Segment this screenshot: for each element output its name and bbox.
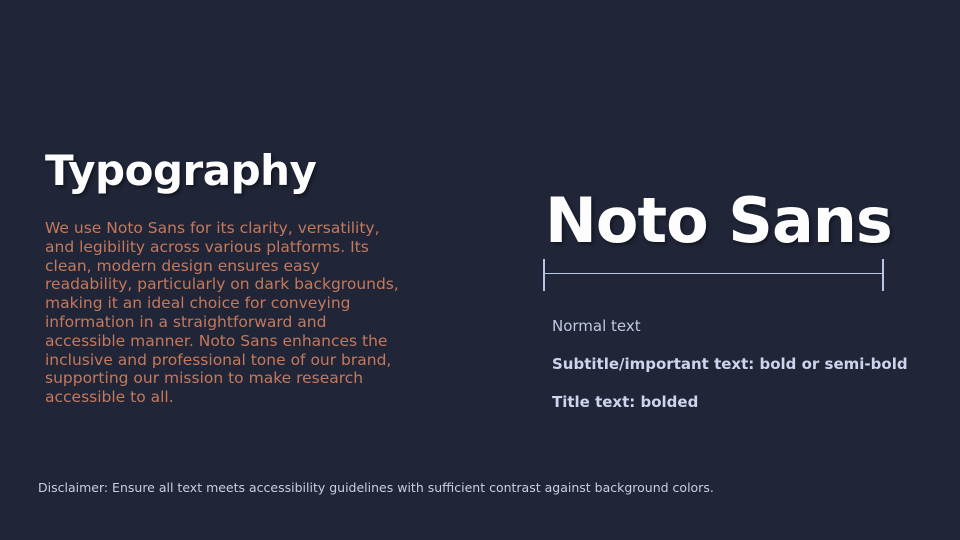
type-sample-list xyxy=(552,318,908,432)
measure-ruler-bar xyxy=(545,273,882,274)
type-sample-normal-text: Normal text xyxy=(552,317,641,335)
brand-typography-description: We use Noto Sans for its clarity, versatility, and legibility across various platforms. Its clean, modern design ensures easy readability, particularly on dark backgrounds, making it an ideal choice for conveying information in a straightforward and accessible manner. Noto Sans enhances the inclusive and professional tone of our brand, supporting our mission to make research accessible to all. xyxy=(45,219,399,407)
accessibility-disclaimer: Disclaimer: Ensure all text meets accessibility guidelines with sufficient contrast against background colors. xyxy=(38,480,714,495)
measure-ruler-line xyxy=(543,259,884,291)
type-sample-title-text: Title text: bolded xyxy=(552,393,699,411)
page-title: Typography xyxy=(45,146,317,195)
type-sample-subtitle-text: Subtitle/important text: bold or semi-bold xyxy=(552,355,908,373)
font-specimen-name: Noto Sans xyxy=(545,184,892,257)
